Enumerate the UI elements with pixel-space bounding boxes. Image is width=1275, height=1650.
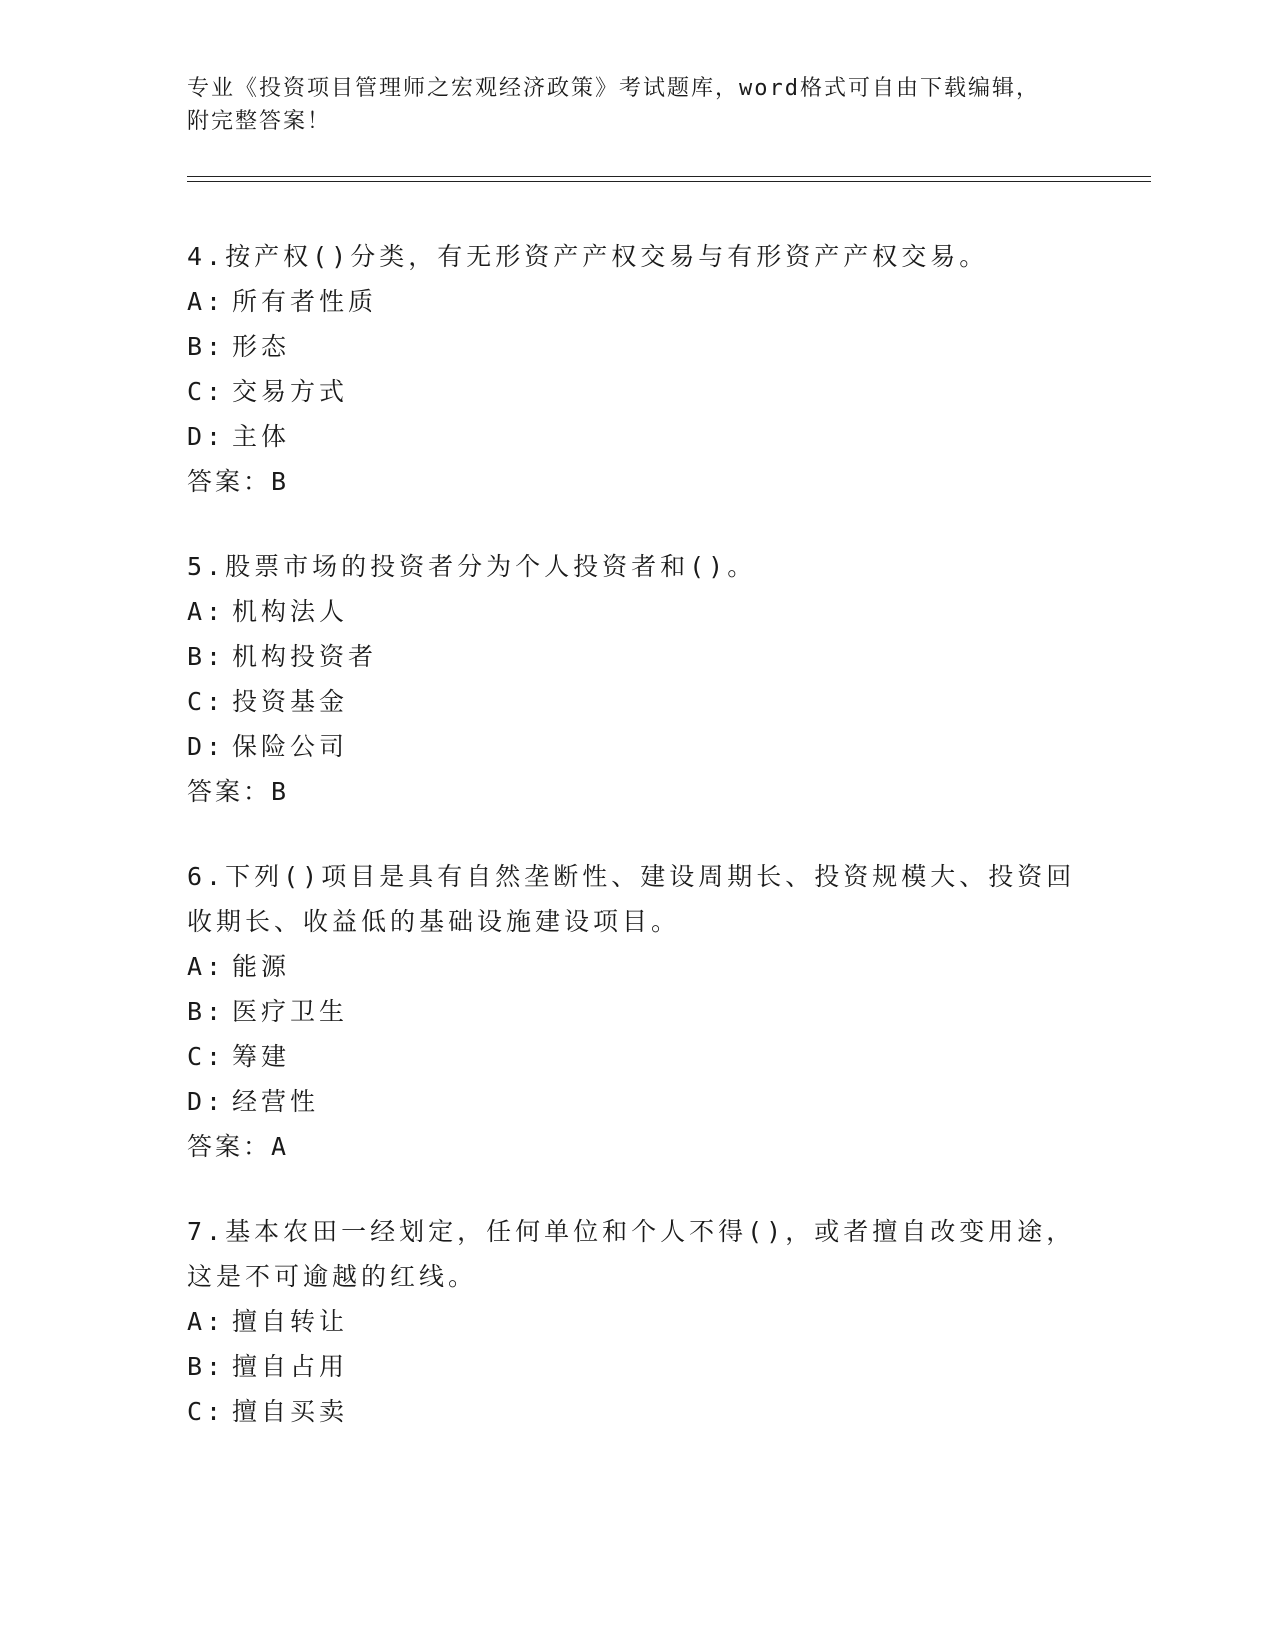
option-a (187, 944, 1087, 989)
option-letter: B: (187, 642, 226, 671)
option-letter: D: (187, 422, 226, 451)
header-divider-bottom (187, 181, 1151, 182)
option-letter: B: (187, 1352, 226, 1381)
option-b (187, 989, 1087, 1034)
option-text: 机构投资者 (232, 642, 378, 671)
option-c (187, 1034, 1087, 1079)
option-text: 投资基金 (232, 687, 349, 716)
option-letter: A: (187, 287, 226, 316)
question-stem: 4.按产权()分类，有无形资产产权交易与有形资产产权交易。 (187, 242, 989, 271)
option-b (187, 634, 1087, 679)
option-letter: C: (187, 1042, 226, 1071)
option-text: 主体 (232, 422, 291, 451)
option-text: 所有者性质 (232, 287, 378, 316)
header-divider-top (187, 176, 1151, 177)
option-text: 能源 (232, 952, 291, 981)
option-c (187, 679, 1087, 724)
option-text: 擅自转让 (232, 1307, 349, 1336)
question-stem: 6.下列()项目是具有自然垄断性、建设周期长、投资规模大、投资回收期长、收益低的基础设施建设项目。 (187, 862, 1076, 936)
option-a (187, 1299, 1087, 1344)
option-c (187, 369, 1087, 414)
answer-line: 答案：A (187, 1132, 290, 1161)
option-b (187, 1344, 1087, 1389)
option-letter: A: (187, 1307, 226, 1336)
header-line-2: 附完整答案！ (187, 109, 332, 134)
option-text: 擅自占用 (232, 1352, 349, 1381)
option-letter: C: (187, 1397, 226, 1426)
option-d (187, 414, 1087, 459)
option-letter: B: (187, 997, 226, 1026)
question-stem: 7.基本农田一经划定，任何单位和个人不得()，或者擅自改变用途，这是不可逾越的红线。 (187, 1217, 1076, 1291)
question-item (187, 1209, 1087, 1434)
option-text: 交易方式 (232, 377, 349, 406)
option-letter: B: (187, 332, 226, 361)
option-text: 擅自买卖 (232, 1397, 349, 1426)
option-a (187, 279, 1087, 324)
option-letter: D: (187, 732, 226, 761)
option-letter: A: (187, 597, 226, 626)
option-text: 医疗卫生 (232, 997, 349, 1026)
question-list (187, 234, 1087, 1474)
question-stem: 5.股票市场的投资者分为个人投资者和()。 (187, 552, 757, 581)
option-letter: C: (187, 377, 226, 406)
option-a (187, 589, 1087, 634)
option-text: 筹建 (232, 1042, 291, 1071)
option-d (187, 724, 1087, 769)
option-c (187, 1389, 1087, 1434)
option-b (187, 324, 1087, 369)
option-letter: C: (187, 687, 226, 716)
question-item (187, 234, 1087, 504)
option-letter: A: (187, 952, 226, 981)
option-letter: D: (187, 1087, 226, 1116)
option-text: 经营性 (232, 1087, 320, 1116)
answer-line: 答案：B (187, 467, 290, 496)
header-line-1: 专业《投资项目管理师之宏观经济政策》考试题库，word格式可自由下载编辑， (187, 76, 1040, 101)
question-item (187, 854, 1087, 1169)
option-text: 形态 (232, 332, 291, 361)
answer-line: 答案：B (187, 777, 290, 806)
question-item (187, 544, 1087, 814)
option-text: 保险公司 (232, 732, 349, 761)
option-text: 机构法人 (232, 597, 349, 626)
option-d (187, 1079, 1087, 1124)
document-header (187, 72, 1067, 138)
